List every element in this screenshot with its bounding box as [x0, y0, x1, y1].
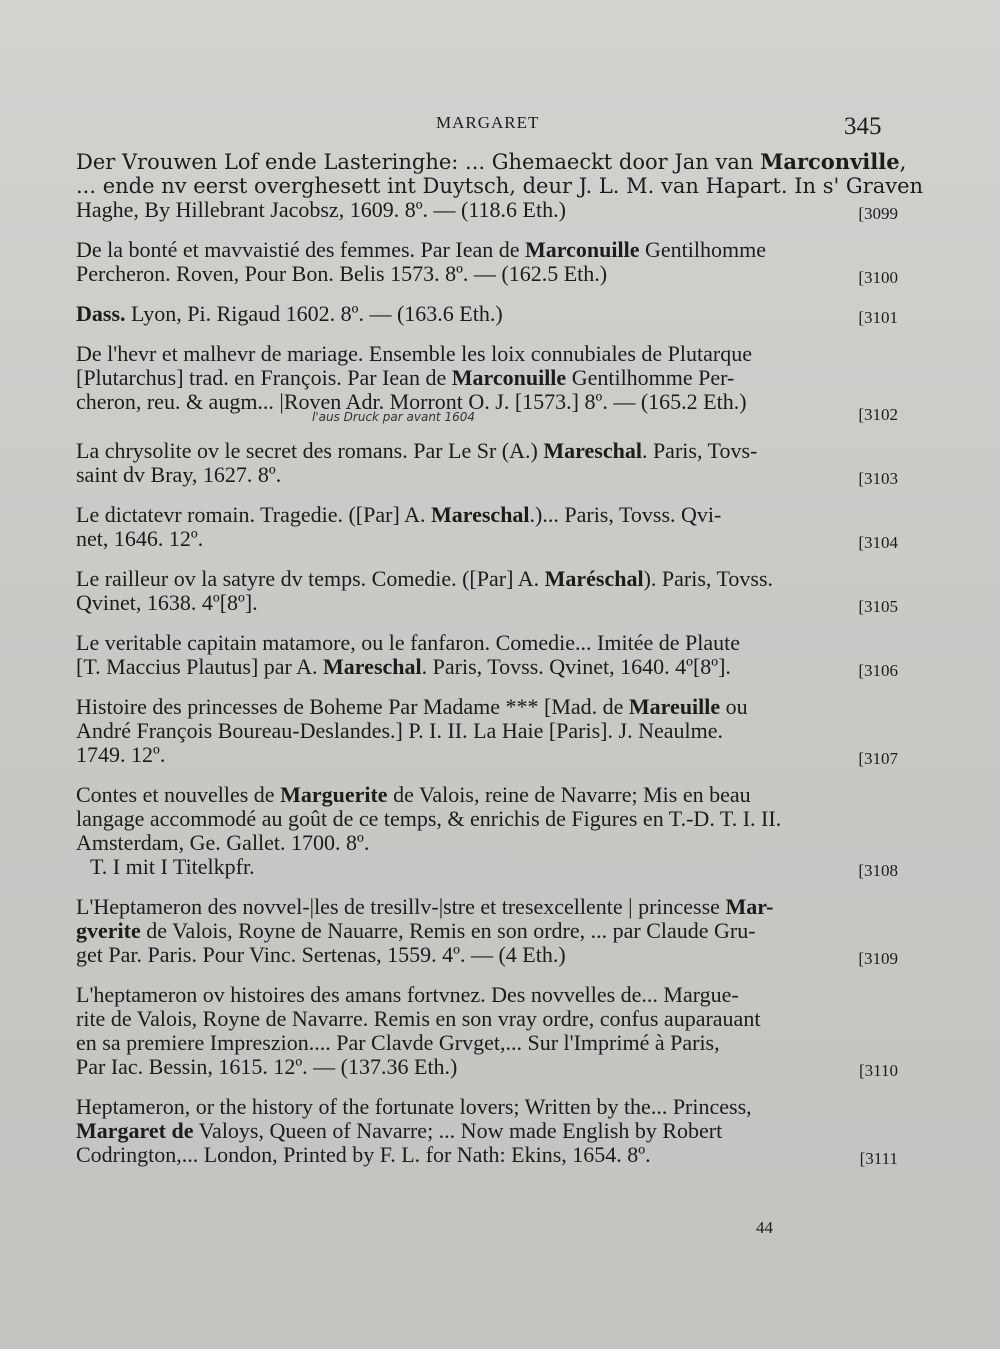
- entry-number: [3101: [858, 308, 898, 327]
- entry-line: André François Boureau-Deslandes.] P. I. II. La Haie [Paris]. J. Neaulme.: [76, 718, 723, 743]
- entry-line: Le dictatevr romain. Tragedie. ([Par] A. Mareschal.)... Paris, Tovss. Qvi-: [76, 502, 722, 527]
- entry-line: Percheron. Roven, Pour Bon. Belis 1573. 8º. — (162.5 Eth.): [76, 261, 608, 286]
- entry-line: saint dv Bray, 1627. 8º.: [76, 462, 282, 487]
- entry-line: Qvinet, 1638. 4º[8º].: [76, 590, 258, 615]
- catalog-entry: [76, 149, 924, 223]
- entry-line: [Plutarchus] trad. en François. Par Iean de Marconuille Gentilhomme Per-: [76, 365, 735, 390]
- entry-line: get Par. Paris. Pour Vinc. Sertenas, 1559. 4º. — (4 Eth.): [76, 942, 566, 967]
- catalog-entry: [76, 982, 898, 1080]
- entry-line: La chrysolite ov le secret des romans. Par Le Sr (A.) Mareschal. Paris, Tovs-: [76, 438, 758, 463]
- entry-line: ... ende nv eerst overghesett int Duytsch, deur J. L. M. van Hapart. In s' Graven: [76, 174, 924, 198]
- catalog-entry: [76, 694, 898, 768]
- entry-line: en sa premiere Impreszion.... Par Clavde Grvget,... Sur l'Imprimé à Paris,: [76, 1030, 720, 1055]
- entry-number: [3108: [858, 861, 898, 880]
- entry-line: De la bonté et mavvaistié des femmes. Par Iean de Marconuille Gentilhomme: [76, 237, 766, 262]
- entry-number: [3111: [859, 1149, 898, 1168]
- page-number: 345: [844, 113, 882, 140]
- entry-number: [3110: [858, 1061, 898, 1080]
- entry-number: [3109: [858, 949, 898, 968]
- entry-line: L'Heptameron des novvel-|les de tresillv-|stre et tresexcellente | princesse Mar-: [76, 894, 774, 919]
- catalog-entry: [76, 566, 898, 616]
- catalog-entry: [76, 502, 898, 552]
- entry-number: [3099: [858, 204, 898, 223]
- entry-number: [3106: [858, 661, 898, 680]
- entry-line: 1749. 12º.: [76, 742, 166, 767]
- signature-mark: 44: [756, 1218, 773, 1237]
- catalog-entry: [76, 341, 898, 424]
- entry-line: Amsterdam, Ge. Gallet. 1700. 8º.: [76, 830, 370, 855]
- entry-line: Le veritable capitain matamore, ou le fanfaron. Comedie... Imitée de Plaute: [76, 630, 741, 655]
- catalog-entry: [76, 438, 898, 488]
- entry-line: Der Vrouwen Lof ende Lasteringhe: ... Ghemaeckt door Jan van Marconville,: [76, 149, 907, 174]
- entry-line: net, 1646. 12º.: [76, 526, 204, 551]
- entry-number: [3103: [858, 469, 898, 488]
- entry-line: Codrington,... London, Printed by F. L. for Nath: Ekins, 1654. 8º.: [76, 1142, 651, 1167]
- entry-line: Dass. Lyon, Pi. Rigaud 1602. 8º. — (163.6 Eth.): [76, 301, 503, 326]
- entry-note: T. I mit I Titelkpfr.: [90, 854, 255, 879]
- entry-line: Haghe, By Hillebrant Jacobsz, 1609. 8º. — (118.6 Eth.): [76, 197, 566, 222]
- entry-line: L'heptameron ov histoires des amans fortvnez. Des novvelles de... Margue-: [76, 982, 739, 1007]
- entry-number: [3100: [858, 268, 898, 287]
- handwritten-annotation: l'aus Druck par avant 1604: [312, 410, 475, 424]
- entry-line: Par Iac. Bessin, 1615. 12º. — (137.36 Eth.): [76, 1054, 458, 1079]
- entry-line: langage accommodé au goût de ce temps, & enrichis de Figures en T.-D. T. I. II.: [76, 806, 782, 831]
- catalog-entry: [76, 630, 898, 680]
- entry-line: Le railleur ov la satyre dv temps. Comedie. ([Par] A. Maréschal). Paris, Tovss.: [76, 566, 774, 591]
- entry-number: [3104: [858, 533, 898, 552]
- entry-number: [3102: [858, 405, 898, 424]
- entry-line: [T. Maccius Plautus] par A. Mareschal. Paris, Tovss. Qvinet, 1640. 4º[8º].: [76, 654, 731, 679]
- catalog-entry: [76, 894, 898, 968]
- entry-line: Histoire des princesses de Boheme Par Madame *** [Mad. de Mareuille ou: [76, 694, 748, 719]
- catalog-entry: [76, 782, 898, 880]
- catalog-entry: [76, 1094, 898, 1168]
- entry-line: gverite de Valois, Royne de Nauarre, Remis en son ordre, ... par Claude Gru-: [76, 918, 756, 943]
- catalog-entry: [76, 237, 898, 287]
- entry-line: De l'hevr et malhevr de mariage. Ensemble les loix connubiales de Plutarque: [76, 341, 752, 366]
- entry-line: Margaret de Valoys, Queen of Navarre; ... Now made English by Robert: [76, 1118, 723, 1143]
- running-header-title: MARGARET: [436, 113, 540, 132]
- entry-line: cheron, reu. & augm... |Roven Adr. Morront O. J. [1573.] 8º. — (165.2 Eth.): [76, 389, 747, 414]
- catalog-entry: [76, 301, 898, 327]
- entry-line: Heptameron, or the history of the fortunate lovers; Written by the... Princess,: [76, 1094, 752, 1119]
- entry-line: Contes et nouvelles de Marguerite de Valois, reine de Navarre; Mis en beau: [76, 782, 751, 807]
- entry-number: [3105: [858, 597, 898, 616]
- entry-line: rite de Valois, Royne de Navarre. Remis en son vray ordre, confus auparauant: [76, 1006, 761, 1031]
- entry-number: [3107: [858, 749, 898, 768]
- catalog-entries: [76, 149, 924, 1183]
